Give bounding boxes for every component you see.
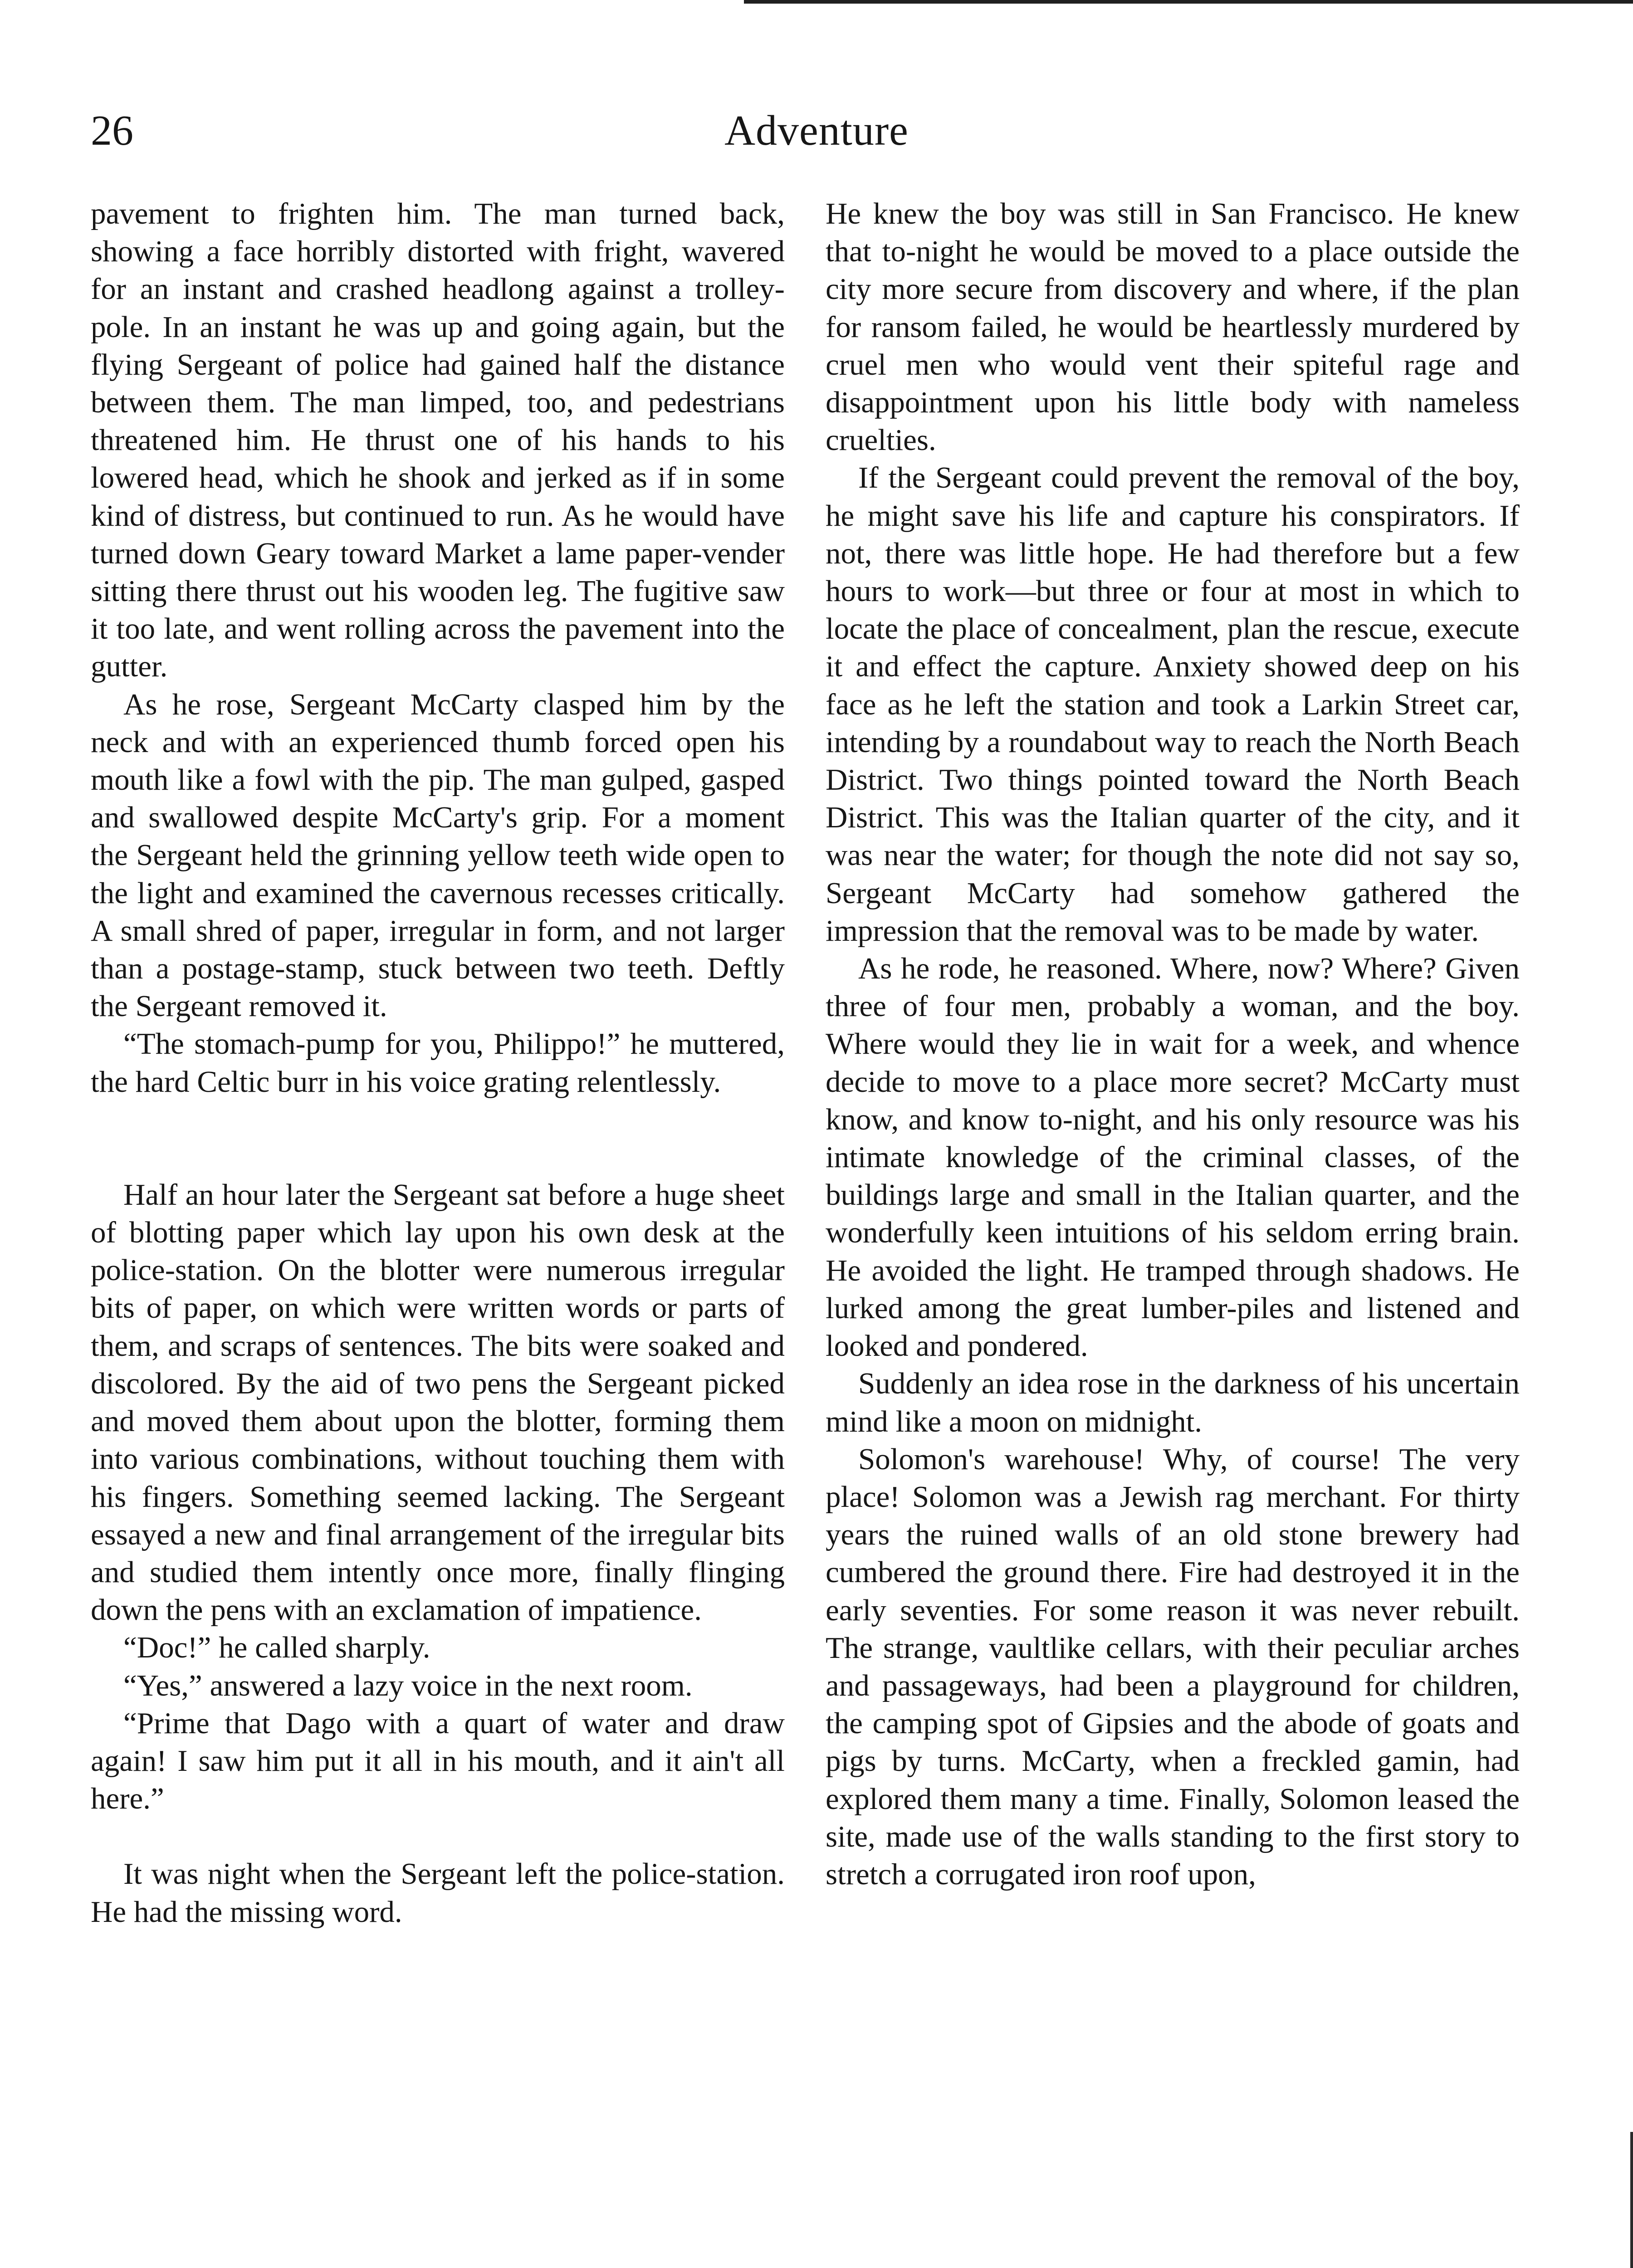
- paragraph: It was night when the Sergeant left the police-station. He had the missing word.: [91, 1857, 785, 1929]
- page-number: 26: [91, 107, 133, 154]
- paragraph: As he rose, Sergeant McCarty clasped him by the neck and with an experienced thumb forced open his mouth like a fowl with the pip. The man gulped, gasped and swallowed despite McCarty's grip. For a moment the Sergeant held the grinning yellow teeth wide open to the light and examined the cavernous recesses critically. A small shred of paper, irregular in form, and not larger than a postage-stamp, stuck between two teeth. Deftly the Sergeant removed it.: [91, 687, 785, 1023]
- paragraph: As he rode, he reasoned. Where, now? Where? Given three of four men, probably a woman, and the boy. Where would they lie in wait for a week, and whence decide to move to a place more secret? McCarty must know, and know to-night, and his only resource was his intimate knowledge of the criminal classes, of the buildings large and small in the Italian quarter, and the wonderfully keen intuitions of his seldom erring brain. He avoided the light. He tramped through shadows. He lurked among the great lumber-piles and listened and looked and pondered.: [826, 952, 1520, 1363]
- paragraph: “Doc!” he called sharply.: [123, 1631, 430, 1665]
- paragraph: “The stomach-pump for you, Philippo!” he muttered, the hard Celtic burr in his voice grating relentlessly.: [91, 1027, 785, 1099]
- section-break: [91, 1818, 785, 1855]
- paragraph: Solomon's warehouse! Why, of course! The very place! Solomon was a Jewish rag merchant. For thirty years the ruined walls of an old stone brewery had cumbered the ground there. Fire had destroyed it in the early seventies. For some reason it was never rebuilt. The strange, vaultlike cellars, with their peculiar arches and passageways, had been a playground for children, the camping spot of Gipsies and the abode of goats and pigs by turns. McCarty, when a freckled gamin, had explored them many a time. Finally, Solomon leased the site, made use of the walls standing to the first story to stretch a corrugated iron roof upon,: [826, 1442, 1520, 1891]
- running-title: Adventure: [724, 107, 909, 154]
- right-column: [826, 195, 1520, 2268]
- paragraph: If the Sergeant could prevent the removal of the boy, he might save his life and capture his conspirators. If not, there was little hope. He had therefore but a few hours to work—but three or four at most in which to locate the place of concealment, plan the rescue, execute it and effect the capture. Anxiety showed deep on his face as he left the station and took a Larkin Street car, intending by a roundabout way to reach the North Beach District. Two things pointed toward the North Beach District. This was the Italian quarter of the city, and it was near the water; for though the note did not say so, Sergeant McCarty had somehow gathered the impression that the removal was to be made by water.: [826, 461, 1520, 948]
- paragraph: Suddenly an idea rose in the darkness of his uncertain mind like a moon on midnight.: [826, 1367, 1520, 1438]
- paragraph: pavement to frighten him. The man turned back, showing a face horribly distorted with fright, wavered for an instant and crashed headlong against a trolley-pole. In an instant he was up and going again, but the flying Sergeant of police had gained half the distance between them. The man limped, too, and pedestrians threatened him. He thrust one of his hands to his lowered head, which he shook and jerked as if in some kind of distress, but continued to run. As he would have turned down Geary toward Market a lame paper-vender sitting there thrust out his wooden leg. The fugitive saw it too late, and went rolling across the pavement into the gutter.: [91, 197, 785, 684]
- paragraph: “Yes,” answered a lazy voice in the next room.: [123, 1668, 693, 1702]
- paragraph: Half an hour later the Sergeant sat before a huge sheet of blotting paper which lay upon his own desk at the police-station. On the blotter were numerous irregular bits of paper, on which were written words or parts of them, and scraps of sentences. The bits were soaked and discolored. By the aid of two pens the Sergeant picked and moved them about upon the blotter, forming them into various combinations, without touching them with his fingers. Something seemed lacking. The Sergeant essayed a new and final arrangement of the irregular bits and studied them intently once more, finally flinging down the pens with an exclamation of impatience.: [91, 1178, 785, 1627]
- paragraph: He knew the boy was still in San Francisco. He knew that to-night he would be moved to a place outside the city more secure from discovery and where, if the plan for ransom failed, he would be heartlessly murdered by cruel men who would vent their spiteful rage and disappointment upon his little body with nameless cruelties.: [826, 197, 1520, 457]
- right-edge-rule: [1630, 2132, 1633, 2268]
- section-break: [91, 1101, 785, 1176]
- paragraph: “Prime that Dago with a quart of water and draw again! I saw him put it all in his mouth, and it ain't all here.”: [91, 1706, 785, 1816]
- top-border-rule: [744, 0, 1633, 4]
- left-column: [91, 195, 785, 2268]
